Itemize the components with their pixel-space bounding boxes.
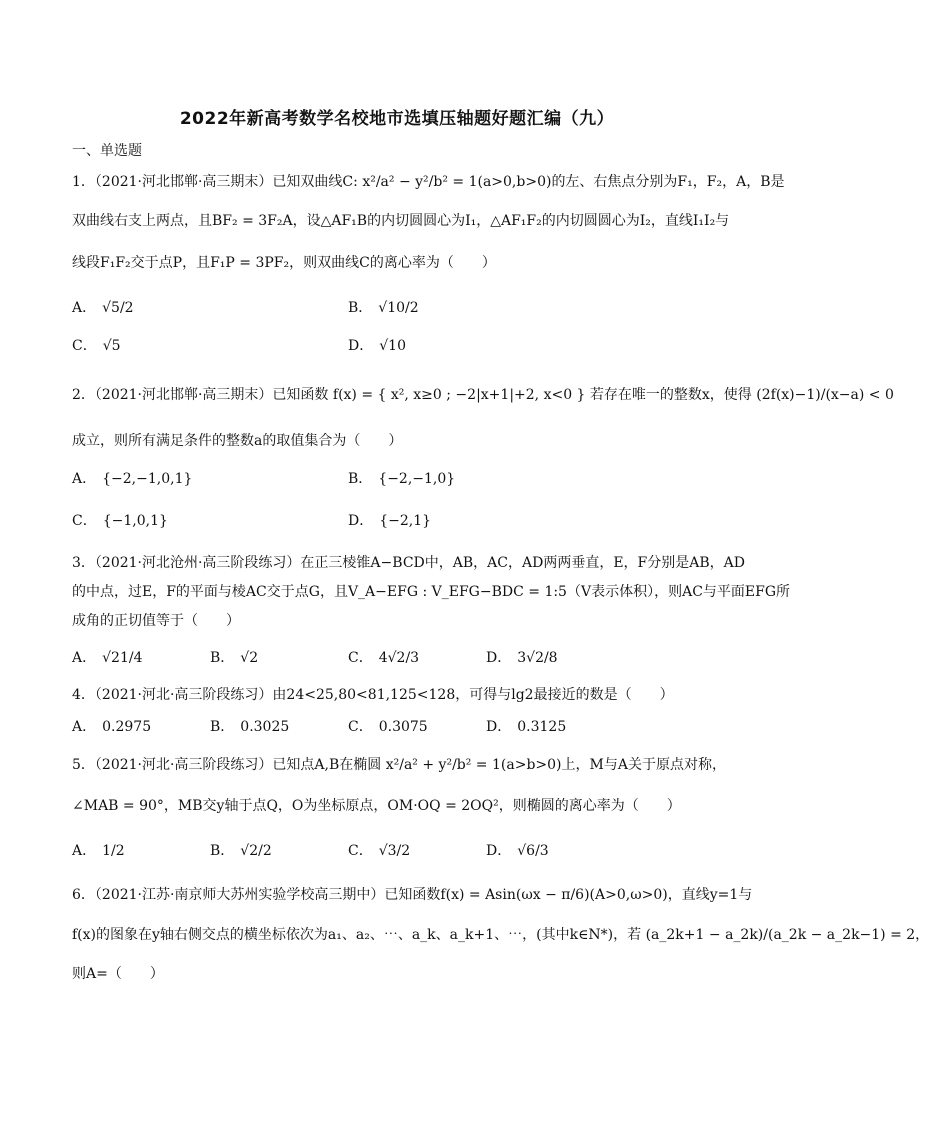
question-4-line-1: 4．（2021·河北·高三阶段练习）由24<25,80<81,125<128，可得与lg2最接近的数是（ ） (72, 687, 674, 703)
question-1-line-3: 线段F₁F₂交于点P，且F₁P = 3PF₂，则双曲线C的离心率为（ ） (72, 255, 496, 271)
question-5-option-c: C． √3/2 (348, 843, 411, 859)
question-4-option-b: B． 0.3025 (210, 719, 290, 735)
question-3-option-b: B． √2 (210, 650, 259, 666)
question-5-line-1: 5．（2021·河北·高三阶段练习）已知点A,B在椭圆 x²/a² + y²/b² = 1(a>b>0)上，M与A关于原点对称， (72, 757, 726, 773)
question-5-option-b: B． √2/2 (210, 843, 272, 859)
question-4-option-a: A． 0.2975 (72, 719, 152, 735)
question-6-line-2: f(x)的图象在y轴右侧交点的横坐标依次为a₁、a₂、⋯、a_k、a_k+1、⋯，(其中k∈N*)，若 (a_2k+1 − a_2k)/(a_2k − a_2k−1) = 2， (72, 927, 929, 943)
question-5-option-a: A． 1/2 (72, 843, 125, 859)
question-1-option-b: B． √10/2 (348, 300, 419, 316)
question-6-line-3: 则A=（ ） (72, 966, 164, 982)
page-title: 2022年新高考数学名校地市选填压轴题好题汇编（九） (179, 109, 615, 129)
question-1-option-a: A． √5/2 (72, 300, 134, 316)
question-1-line-1: 1．（2021·河北邯郸·高三期末）已知双曲线C: x²/a² − y²/b² = 1(a>0,b>0)的左、右焦点分别为F₁，F₂，A，B是 (72, 174, 785, 190)
question-4-option-d: D． 0.3125 (486, 719, 567, 735)
question-1-line-2: 双曲线右支上两点，且BF₂ = 3F₂A，设△AF₁B的内切圆圆心为I₁，△AF₁F₂的内切圆圆心为I₂，直线I₁I₂与 (72, 213, 730, 229)
question-3-line-2: 的中点，过E，F的平面与棱AC交于点G，且V_A−EFG : V_EFG−BDC = 1:5（V表示体积），则AC与平面EFG所 (72, 584, 791, 600)
question-5-line-2: ∠MAB = 90°，MB交y轴于点Q，O为坐标原点，OM·OQ = 2OQ²，则椭圆的离心率为（ ） (72, 798, 681, 814)
question-6-line-1: 6．（2021·江苏·南京师大苏州实验学校高三期中）已知函数f(x) = Asin(ωx − π/6)(A>0,ω>0)，直线y=1与 (72, 887, 753, 903)
question-3-line-3: 成角的正切值等于（ ） (72, 613, 240, 629)
question-5-option-d: D． √6/3 (486, 843, 549, 859)
question-3-line-1: 3．（2021·河北沧州·高三阶段练习）在正三棱锥A−BCD中，AB，AC，AD两两垂直，E，F分别是AB，AD (72, 555, 745, 571)
question-2-line-1: 2．（2021·河北邯郸·高三期末）已知函数 f(x) = { x², x≥0 ; −2|x+1|+2, x<0 } 若存在唯一的整数x，使得 (2f(x)−1)/(x−a) < 0 (72, 387, 894, 403)
question-2-option-c: C． {−1,0,1} (72, 513, 168, 529)
question-2-option-d: D． {−2,1} (348, 513, 432, 529)
question-1-option-c: C． √5 (72, 338, 121, 354)
question-2-option-b: B． {−2,−1,0} (348, 471, 456, 487)
question-3-option-d: D． 3√2/8 (486, 650, 558, 666)
question-2-option-a: A． {−2,−1,0,1} (72, 471, 193, 487)
question-3-option-c: C． 4√2/3 (348, 650, 420, 666)
question-3-option-a: A． √21/4 (72, 650, 143, 666)
question-2-line-2: 成立，则所有满足条件的整数a的取值集合为（ ） (72, 433, 403, 449)
section-heading: 一、单选题 (72, 143, 142, 159)
question-1-option-d: D． √10 (348, 338, 406, 354)
question-4-option-c: C． 0.3075 (348, 719, 428, 735)
